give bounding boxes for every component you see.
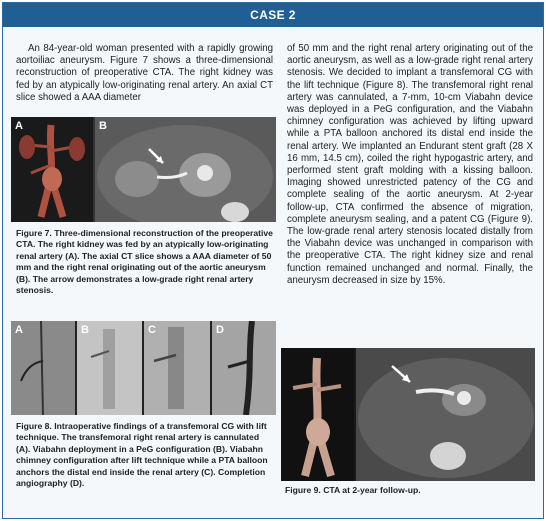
cta-3d-reconstruction-image (281, 348, 354, 481)
figure-8-panel-d (212, 321, 276, 415)
axial-ct-slice-image (95, 117, 276, 222)
panel-label-b: B (81, 324, 89, 336)
right-paragraph: of 50 mm and the right renal artery originating out of the aortic aneurysm, as well as a low-grade right renal artery stenosis. We decided to implant a transfemoral CG with the lift technique (Figure 8). The transfemoral right renal artery was cannulated, a 7-mm, 10-cm Viabahn device was deployed in a PeG configuration, and the Viabahn chimney configuration was achieved by lifting upward while a PTA balloon anchored its distal end inside the renal artery. We implanted an Endurant stent graft (28 X 16 mm, 14.5 cm), coiled the right hypogastric artery, and performed stent graft molding with a kissing balloon. Imaging showed unrestricted patency of the CG and complete sealing of the aortic aneurysm. At 2-year follow-up, CTA confirmed the absence of migration, complete aneurysm sealing, and a patent CG (Figure 9). The low-grade renal artery stenosis located distally from the Viabahn device was unchanged in comparison with the preoperative CTA. The right kidney size and renal function remained unchanged and normal. Finally, the aneurysm decreased in size by 15%. (287, 43, 533, 286)
panel-label-d: D (216, 324, 224, 336)
case-box (2, 2, 544, 519)
figure-8-panel-a (11, 321, 75, 415)
figure-9-panel-left (281, 348, 354, 481)
panel-label-b: B (99, 120, 107, 132)
figure-9-panel-right (356, 348, 535, 481)
figure-8-panel-c (144, 321, 210, 415)
left-column (16, 43, 273, 104)
figure-8-panel-b (77, 321, 142, 415)
panel-label-a: A (15, 120, 23, 132)
case-header (3, 3, 543, 27)
panel-label-a: A (15, 324, 23, 336)
figure-8 (11, 321, 276, 415)
case-title: CASE 2 (250, 8, 296, 22)
figure-7-caption: Figure 7. Three-dimensional reconstruction of the preoperative CTA. The right kidney was fed by an atypically low-originating renal artery (A). The axial CT slice shows a AAA diameter of 50 mm and the right renal originating out of the aortic aneurysm (B). The arrow demonstrates a low-grade right renal artery stenosis. (16, 228, 273, 296)
right-column (287, 43, 533, 287)
figure-9 (281, 348, 535, 481)
figure-8-caption: Figure 8. Intraoperative findings of a transfemoral CG with lift technique. The transfemoral right renal artery is cannulated (A). Viabahn deployment in a PeG configuration (B). Viabahn chimney configuration after lift technique while a PTA balloon anchors the distal end inside the renal artery (C). Completion angiography (D). (16, 421, 268, 489)
figure-9-caption: Figure 9. CTA at 2-year follow-up. (285, 485, 421, 495)
aorta-3d-reconstruction-image (11, 117, 93, 222)
figure-7-panel-a (11, 117, 93, 222)
panel-label-c: C (148, 324, 156, 336)
left-paragraph: An 84-year-old woman presented with a rapidly growing aortoiliac aneurysm. Figure 7 shows a three-dimensional reconstruction of preoperative CTA. The right kidney was fed by an atypically low-originating renal artery. An axial CT slice showed a AAA diameter (16, 43, 273, 103)
figure-7 (11, 117, 276, 222)
axial-cta-image (356, 348, 535, 481)
figure-7-panel-b (95, 117, 276, 222)
